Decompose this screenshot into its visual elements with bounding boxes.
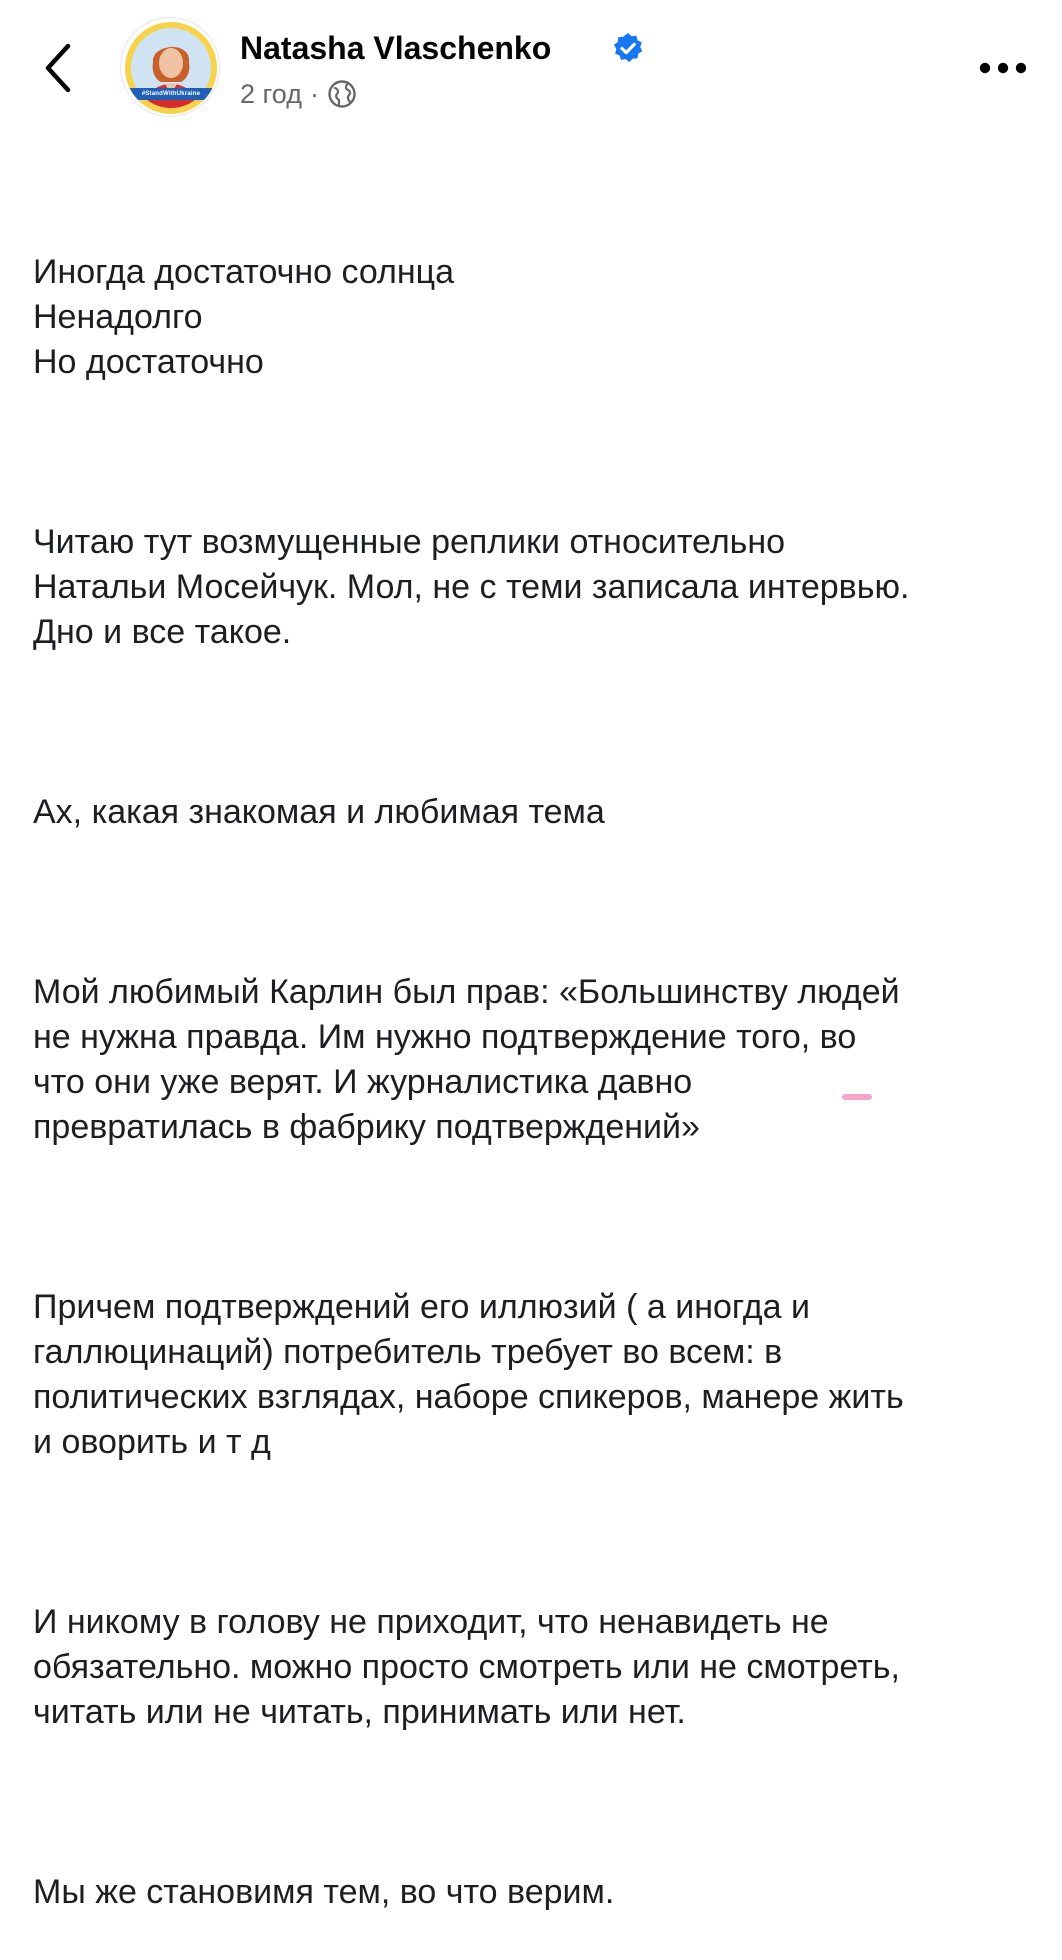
text-highlight-mark (842, 1094, 872, 1100)
avatar-banner: #StandWithUkraine (125, 88, 217, 100)
post-header (0, 0, 1062, 130)
post-meta (240, 76, 357, 112)
more-options-icon (975, 50, 1031, 86)
post-timestamp[interactable]: 2 год (240, 78, 302, 109)
avatar[interactable] (120, 17, 220, 117)
meta-separator: · (309, 78, 319, 109)
post-paragraph: Читаю тут возмущенные реплики относительно Натальи Мосейчук. Мол, не с теми записала интервью. Дно и все такое. (33, 523, 910, 651)
more-options-button[interactable] (975, 50, 1031, 86)
post-paragraph: И никому в голову не приходит, что ненавидеть не обязательно. можно просто смотреть или не смотреть, читать или не читать, принимать или нет. (33, 1603, 900, 1731)
post-paragraph: Мой любимый Карлин был прав: «Большинству людей не нужна правда. Им нужно подтверждение того, во что они уже верят. И журналистика давно превратилась в фабрику подтверждений» (33, 973, 900, 1146)
back-button[interactable] (40, 40, 80, 96)
post-text (33, 160, 1033, 1960)
globe-icon[interactable] (327, 79, 357, 109)
post-paragraph: Иногда достаточно солнца Ненадолго Но достаточно (33, 253, 455, 381)
author-name[interactable]: Natasha Vlaschenko (240, 30, 552, 66)
post-paragraph: Мы же становимя тем, во что верим. (33, 1873, 615, 1911)
avatar-frame (125, 22, 217, 114)
chevron-left-icon (40, 40, 80, 96)
post-paragraph: Ах, какая знакомая и любимая тема (33, 793, 605, 831)
post-paragraph: Причем подтверждений его иллюзий ( а иногда и галлюцинаций) потребитель требует во всем: в политических взглядах, наборе спикеров, манере жить и оворить и т д (33, 1288, 904, 1461)
verified-badge-icon (612, 32, 644, 64)
